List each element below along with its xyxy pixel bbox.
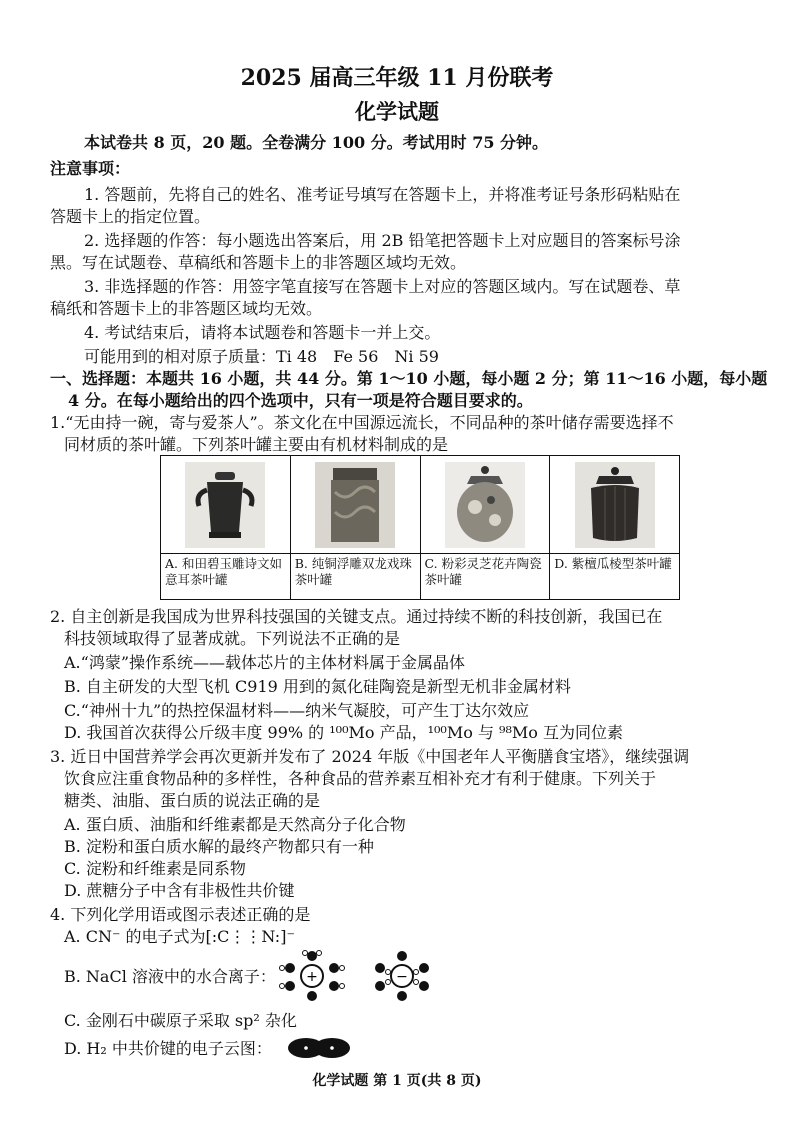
option-c: C. 金刚石中碳原子采取 sp² 杂化 [64,1011,297,1030]
question-4-stem: 4. 下列化学用语或图示表述正确的是 [50,905,311,924]
option-d: D. H₂ 中共价键的电子云图： [64,1039,272,1058]
jar-image-d [550,456,680,554]
notice-line: 答题卡上的指定位置。 [50,207,211,226]
option-b: B. 淀粉和蛋白质水解的最终产物都只有一种 [64,837,374,856]
option-b: B. 纯铜浮雕双龙戏珠茶叶罐 [290,554,420,600]
notice-line: 4. 考试结束后，请将本试题卷和答题卡一并上交。 [84,323,441,342]
option-b: B. 自主研发的大型飞机 C919 用到的氮化硅陶瓷是新型无机非金属材料 [64,677,571,696]
option-b: B. NaCl 溶液中的水合离子： [64,967,276,986]
hydrated-anion-diagram [362,950,442,1002]
option-a: A.“鸿蒙”操作系统——载体芯片的主体材料属于金属晶体 [64,653,466,672]
tea-jar-table [160,455,680,600]
question-2-stem: 2. 自主创新是我国成为世界科技强国的关键支点。通过持续不断的科技创新，我国已在 [50,607,663,626]
notice-line: 1. 答题前，先将自己的姓名、准考证号填写在答题卡上，并将准考证号条形码粘贴在 [84,185,681,204]
option-c: C. 淀粉和纤维素是同系物 [64,859,246,878]
option-d: D. 蔗糖分子中含有非极性共价键 [64,881,295,900]
option-a: A. 和田碧玉雕诗文如意耳茶叶罐 [161,554,291,600]
question-3-stem: 糖类、油脂、蛋白质的说法正确的是 [64,791,321,810]
h2-electron-cloud-diagram [286,1036,352,1060]
option-d: D. 我国首次获得公斤级丰度 99% 的 ¹⁰⁰Mo 产品，¹⁰⁰Mo 与 ⁹⁸Mo 互为同位素 [64,723,623,742]
page-footer: 化学试题 第 1 页(共 8 页) [312,1073,482,1089]
option-c: C.“神州十九”的热控保温材料——纳米气凝胶，可产生丁达尔效应 [64,701,530,720]
option-a: A. 蛋白质、油脂和纤维素都是天然高分子化合物 [64,815,406,834]
exam-info: 本试卷共 8 页，20 题。全卷满分 100 分。考试用时 75 分钟。 [84,133,549,152]
section-heading: 一、选择题：本题共 16 小题，共 44 分。第 1～10 小题，每小题 2 分；第 11～16 小题，每小题 [50,369,768,388]
option-d: D. 紫檀瓜棱型茶叶罐 [550,554,680,600]
notice-line: 稿纸和答题卡上的非答题区域均无效。 [50,299,323,318]
atomic-masses: 可能用到的相对原子质量：Ti 48 Fe 56 Ni 59 [84,347,439,366]
question-1-stem: 同材质的茶叶罐。下列茶叶罐主要由有机材料制成的是 [64,435,449,454]
notice-line: 2. 选择题的作答：每小题选出答案后，用 2B 铅笔把答题卡上对应题目的答案标号涂 [84,231,681,250]
jar-image-b [290,456,420,554]
notice-heading: 注意事项： [50,159,131,178]
question-3-stem: 饮食应注重食物品种的多样性，各种食品的营养素互相补充才有利于健康。下列关于 [64,769,657,788]
jar-image-c [420,456,550,554]
option-a: A. CN⁻ 的电子式为[:C⋮⋮N:]⁻ [64,927,295,946]
option-c: C. 粉彩灵芝花卉陶瓷茶叶罐 [420,554,550,600]
question-3-stem: 3. 近日中国营养学会再次更新并发布了 2024 年版《中国老年人平衡膳食宝塔》，继续强调 [50,747,690,766]
svg-text:−: − [396,969,408,985]
section-heading: 4 分。在每小题给出的四个选项中，只有一项是符合题目要求的。 [68,391,533,410]
question-2-stem: 科技领域取得了显著成就。下列说法不正确的是 [64,629,401,648]
exam-subject: 化学试题 [355,99,439,124]
hydrated-cation-diagram [272,950,352,1002]
notice-line: 3. 非选择题的作答：用签字笔直接写在答题卡上对应的答题区域内。写在试题卷、草 [84,277,681,296]
notice-line: 黑。写在试题卷、草稿纸和答题卡上的非答题区域均无效。 [50,253,467,272]
exam-title: 2025 届高三年级 11 月份联考 [240,65,554,91]
question-1-stem: 1.“无由持一碗，寄与爱茶人”。茶文化在中国源远流长，不同品种的茶叶储存需要选择不 [50,413,674,432]
svg-text:+: + [306,969,318,985]
jar-image-a [161,456,291,554]
